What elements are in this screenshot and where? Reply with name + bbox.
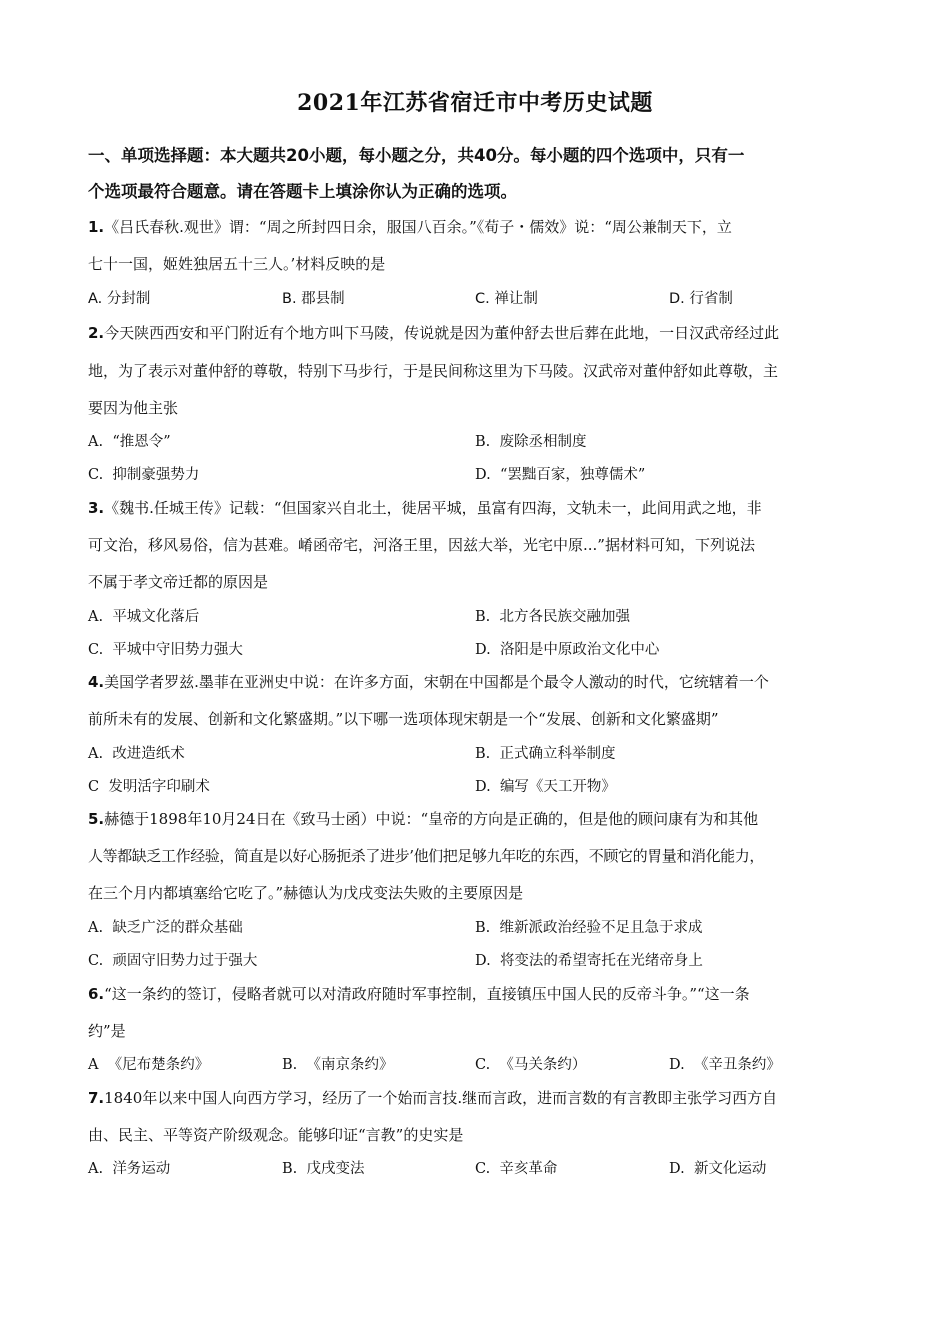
question-2-option-b[interactable]: B. 废除丞相制度 xyxy=(475,434,587,450)
question-5-option-d[interactable]: D. 将变法的希望寄托在光绪帝身上 xyxy=(475,953,703,969)
question-3-option-c[interactable]: C. 平城中守旧势力强大 xyxy=(88,642,243,658)
question-number: 7. xyxy=(88,1089,105,1107)
question-text: 赫德于1898年10月24日在《致马士函）中说：“皇帝的方向是正确的，但是他的顾问康有为和其他 xyxy=(104,810,759,828)
question-number: 6. xyxy=(88,985,105,1003)
section-heading-line-2: 个选项最符合题意。请在答题卡上填涂你认为正确的选项。 xyxy=(88,182,517,201)
question-text: “这一条约的签订，侵略者就可以对清政府随时军事控制，直接镇压中国人民的反帝斗争。”“这一条 xyxy=(104,985,750,1003)
question-1-option-a[interactable]: A. 分封制 xyxy=(88,291,151,307)
question-2-line-2: 地，为了表示对董仲舒的尊敬，特别下马步行，于是民间称这里为下马陵。汉武帝对董仲舒如此尊敬，主 xyxy=(88,362,779,380)
question-7-option-c[interactable]: C. 辛亥革命 xyxy=(475,1161,558,1177)
question-6-option-c[interactable]: C. 《马关条约） xyxy=(475,1057,587,1073)
question-number: 5. xyxy=(88,810,105,828)
question-5-line-3: 在三个月内都填塞给它吃了。”赫德认为戊戌变法失败的主要原因是 xyxy=(88,884,524,902)
question-4-option-d[interactable]: D. 编写《天工开物》 xyxy=(475,779,616,795)
question-number: 1. xyxy=(88,218,105,236)
question-text: 1840年以来中国人向西方学习，经历了一个始而言技.继而言政，进而言数的有言教即主张学习西方自 xyxy=(104,1089,778,1107)
section-heading xyxy=(88,138,868,210)
question-7-option-b[interactable]: B. 戊戌变法 xyxy=(282,1161,365,1177)
question-1-option-b[interactable]: B. 郡县制 xyxy=(282,291,345,307)
question-3-line-1 xyxy=(88,497,878,518)
question-6-line-2: 约”是 xyxy=(88,1022,126,1040)
question-5-option-b[interactable]: B. 维新派政治经验不足且急于求成 xyxy=(475,920,703,936)
question-3-option-a[interactable]: A. 平城文化落后 xyxy=(88,609,200,625)
question-1-option-c[interactable]: C. 禅让制 xyxy=(475,291,538,307)
question-1-line-2: 七十一国，姬姓独居五十三人。’材料反映的是 xyxy=(88,255,386,273)
question-2-line-3: 要因为他主张 xyxy=(88,399,179,417)
question-5-option-c[interactable]: C. 顽固守旧势力过于强大 xyxy=(88,953,258,969)
question-2-option-d[interactable]: D. “罢黜百家，独尊儒术” xyxy=(475,467,646,483)
question-number: 4. xyxy=(88,673,105,691)
exam-title: 2021年江苏省宿迁市中考历史试题 xyxy=(297,90,653,116)
question-text: 今天陕西西安和平门附近有个地方叫下马陵，传说就是因为董仲舒去世后葬在此地，一日汉武帝经过此 xyxy=(104,324,780,342)
question-7-line-2: 由、民主、平等资产阶级观念。能够印证“言教”的史实是 xyxy=(88,1126,464,1144)
question-4-option-a[interactable]: A. 改进造纸术 xyxy=(88,746,185,762)
question-3-option-d[interactable]: D. 洛阳是中原政治文化中心 xyxy=(475,642,660,658)
question-5-option-a[interactable]: A. 缺乏广泛的群众基础 xyxy=(88,920,243,936)
section-heading-line-1: 一、单项选择题：本大题共20小题，每小题之分，共40分。每小题的四个选项中，只有一 xyxy=(88,146,745,165)
question-1-line-1 xyxy=(88,216,878,237)
question-6-line-1 xyxy=(88,983,878,1004)
question-7-option-d[interactable]: D. 新文化运动 xyxy=(669,1161,767,1177)
question-5-line-2: 人等都缺乏工作经验，简直是以好心肠扼杀了进步’他们把足够九年吃的东西，不顾它的胃量和消化能力， xyxy=(88,847,764,865)
question-2-option-c[interactable]: C. 抑制豪强势力 xyxy=(88,467,200,483)
question-1-option-d[interactable]: D. 行省制 xyxy=(669,291,733,307)
question-3-option-b[interactable]: B. 北方各民族交融加强 xyxy=(475,609,630,625)
question-text: 《吕氏春秋.观世》谓：“周之所封四日余，服国八百余。”《荀子・儒效》说：“周公兼制天下，立 xyxy=(104,218,732,236)
question-3-line-2: 可文治，移风易俗，信为甚难。崤函帝宅，河洛王里，因兹大举，光宅中原...”据材料可知，下列说法 xyxy=(88,536,755,554)
question-7-option-a[interactable]: A. 洋务运动 xyxy=(88,1161,171,1177)
question-2-option-a[interactable]: A. “推恩令” xyxy=(88,434,171,450)
question-6-option-b[interactable]: B. 《南京条约》 xyxy=(282,1057,394,1073)
question-number: 3. xyxy=(88,499,105,517)
question-4-option-c[interactable]: C 发明活字印刷术 xyxy=(88,779,210,795)
question-4-line-2: 前所未有的发展、创新和文化繁盛期。”以下哪一选项体现宋朝是一个“发展、创新和文化繁盛期” xyxy=(88,710,719,728)
question-number: 2. xyxy=(88,324,105,342)
question-text: 《魏书.任城王传》记载：“但国家兴自北土，徙居平城，虽富有四海，文轨未一，此间用武之地，非 xyxy=(104,499,762,517)
question-5-line-1 xyxy=(88,808,878,829)
question-3-line-3: 不属于孝文帝迁都的原因是 xyxy=(88,573,269,591)
question-2-line-1 xyxy=(88,322,878,343)
question-7-line-1 xyxy=(88,1087,878,1108)
question-text: 美国学者罗兹.墨菲在亚洲史中说：在许多方面，宋朝在中国都是个最令人激动的时代，它统辖着一个 xyxy=(104,673,769,691)
question-4-line-1 xyxy=(88,671,878,692)
question-4-option-b[interactable]: B. 正式确立科举制度 xyxy=(475,746,616,762)
question-6-option-a[interactable]: A 《尼布楚条约》 xyxy=(88,1057,210,1073)
question-6-option-d[interactable]: D. 《辛丑条约》 xyxy=(669,1057,781,1073)
